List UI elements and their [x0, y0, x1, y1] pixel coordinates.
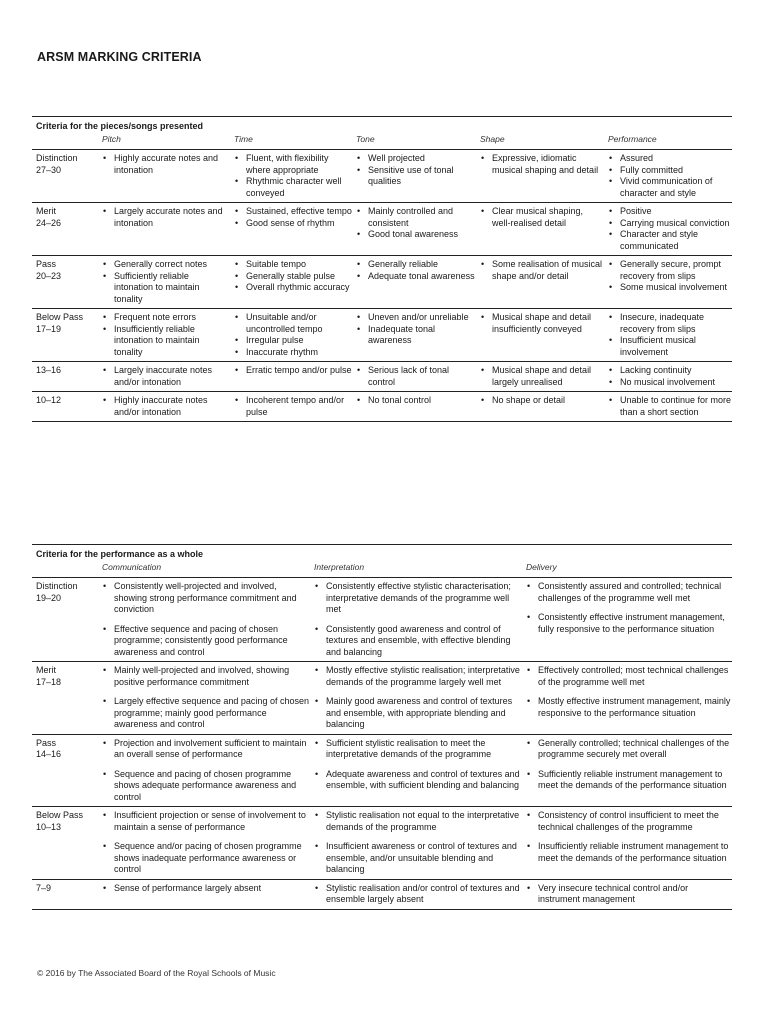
criteria-list — [480, 206, 604, 229]
page-title: ARSM MARKING CRITERIA — [37, 50, 202, 64]
criteria-list — [314, 810, 522, 876]
criteria-item: • Adequate tonal awareness — [356, 271, 476, 283]
criteria-cell — [476, 203, 604, 256]
column-header-communication: Communication — [98, 561, 310, 578]
grade-label: Below Pass — [36, 810, 84, 820]
criteria-cell — [476, 392, 604, 422]
criteria-item: • No shape or detail — [480, 395, 604, 407]
criteria-item: • Some musical involvement — [608, 282, 732, 294]
criteria-item: • Generally secure, prompt recovery from slips — [608, 259, 732, 282]
criteria-list — [102, 738, 310, 804]
table-row — [32, 150, 732, 203]
criteria-item: • Mostly effective stylistic realisation; interpretative demands of the programme largely well met — [314, 665, 522, 688]
criteria-item: • Insufficiently reliable instrument management to meet the demands of the performance situation — [526, 841, 732, 864]
criteria-item: • Highly accurate notes and intonation — [102, 153, 230, 176]
criteria-item: • Sufficiently reliable intonation to maintain tonality — [102, 271, 230, 306]
mark-range: 19–20 — [36, 592, 62, 603]
column-header-row — [32, 561, 732, 578]
criteria-item: • Largely accurate notes and intonation — [102, 206, 230, 229]
criteria-list — [234, 153, 352, 199]
mark-range: 7–9 — [36, 882, 52, 893]
criteria-list — [234, 259, 352, 294]
criteria-list — [526, 883, 732, 906]
criteria-item: • Character and style communicated — [608, 229, 732, 252]
criteria-list — [526, 738, 732, 792]
criteria-cell — [476, 150, 604, 203]
criteria-item: • Musical shape and detail largely unrealised — [480, 365, 604, 388]
criteria-item: • Mainly good awareness and control of textures and ensemble, with appropriate blending and balancing — [314, 696, 522, 731]
header-empty — [32, 561, 98, 578]
criteria-cell — [98, 150, 230, 203]
criteria-cell — [230, 362, 352, 392]
criteria-list — [102, 810, 310, 876]
criteria-cell — [310, 662, 522, 735]
criteria-list — [102, 153, 230, 176]
criteria-item: • Consistently assured and controlled; technical challenges of the programme well met — [526, 581, 732, 604]
criteria-list — [234, 395, 352, 418]
criteria-item: • Consistency of control insufficient to meet the technical challenges of the programme — [526, 810, 732, 833]
column-header-tone: Tone — [352, 133, 476, 150]
column-header-pitch: Pitch — [98, 133, 230, 150]
grade-cell — [32, 662, 98, 735]
criteria-item: • Fluent, with flexibility where appropriate — [234, 153, 352, 176]
criteria-list — [608, 259, 732, 294]
criteria-item: • Insufficiently reliable intonation to maintain tonality — [102, 324, 230, 359]
criteria-item: • Mainly well-projected and involved, showing positive performance commitment — [102, 665, 310, 688]
column-header-delivery: Delivery — [522, 561, 732, 578]
criteria-item: • Mainly controlled and consistent — [356, 206, 476, 229]
grade-cell — [32, 309, 98, 362]
mark-range: 17–18 — [36, 676, 62, 687]
criteria-list — [314, 665, 522, 731]
criteria-item: • Sequence and pacing of chosen programme shows adequate performance awareness and control — [102, 769, 310, 804]
criteria-item: • Vivid communication of character and style — [608, 176, 732, 199]
criteria-cell — [352, 256, 476, 309]
column-header-row — [32, 133, 732, 150]
criteria-item: • Erratic tempo and/or pulse — [234, 365, 352, 377]
criteria-cell — [352, 150, 476, 203]
criteria-item: • Mostly effective instrument management, mainly responsive to the performance situation — [526, 696, 732, 719]
criteria-item: • Effectively controlled; most technical challenges of the programme well met — [526, 665, 732, 688]
table-row — [32, 362, 732, 392]
criteria-list — [356, 153, 476, 188]
grade-label: Pass — [36, 259, 57, 269]
criteria-list — [608, 365, 732, 388]
criteria-item: • Stylistic realisation and/or control of textures and ensemble largely absent — [314, 883, 522, 906]
grade-label: Below Pass — [36, 312, 84, 322]
criteria-cell — [310, 879, 522, 909]
criteria-item: • Insufficient awareness or control of textures and ensemble, and/or unsuitable blending and balancing — [314, 841, 522, 876]
column-header-shape: Shape — [476, 133, 604, 150]
table-caption-row — [32, 117, 732, 133]
criteria-cell — [98, 362, 230, 392]
table-row — [32, 879, 732, 909]
criteria-cell — [352, 392, 476, 422]
table-caption-row — [32, 545, 732, 561]
criteria-item: • Generally controlled; technical challenges of the programme securely met overall — [526, 738, 732, 761]
criteria-list — [102, 206, 230, 229]
criteria-list — [480, 312, 604, 335]
table-row — [32, 807, 732, 880]
criteria-cell — [352, 362, 476, 392]
copyright-footer: © 2016 by The Associated Board of the Royal Schools of Music — [37, 968, 276, 978]
criteria-item: • Largely effective sequence and pacing of chosen programme; mainly good performance awareness and control — [102, 696, 310, 731]
criteria-item: • Good sense of rhythm — [234, 218, 352, 230]
mark-range: 14–16 — [36, 749, 62, 759]
criteria-cell — [98, 734, 310, 807]
grade-label: Merit — [36, 206, 56, 216]
criteria-cell — [98, 879, 310, 909]
criteria-item: • Sufficient stylistic realisation to meet the interpretative demands of the programme — [314, 738, 522, 761]
criteria-item: • Carrying musical conviction — [608, 218, 732, 230]
grade-cell — [32, 150, 98, 203]
criteria-cell — [522, 662, 732, 735]
criteria-list — [102, 581, 310, 658]
criteria-cell — [352, 309, 476, 362]
criteria-item: • Sense of performance largely absent — [102, 883, 310, 895]
mark-range: 20–23 — [36, 270, 62, 281]
criteria-list — [314, 581, 522, 658]
grade-label: Distinction — [36, 581, 78, 591]
table-row — [32, 578, 732, 662]
criteria-cell — [604, 362, 732, 392]
column-header-time: Time — [230, 133, 352, 150]
criteria-cell — [476, 256, 604, 309]
criteria-cell — [98, 203, 230, 256]
criteria-list — [102, 665, 310, 731]
grade-cell — [32, 392, 98, 422]
criteria-list — [356, 259, 476, 282]
criteria-cell — [310, 807, 522, 880]
criteria-cell — [604, 150, 732, 203]
criteria-item: • Musical shape and detail insufficiently conveyed — [480, 312, 604, 335]
criteria-list — [234, 206, 352, 229]
criteria-cell — [604, 256, 732, 309]
criteria-item: • Irregular pulse — [234, 335, 352, 347]
criteria-cell — [352, 203, 476, 256]
criteria-item: • Largely inaccurate notes and/or intonation — [102, 365, 230, 388]
criteria-item: • Assured — [608, 153, 732, 165]
criteria-item: • Serious lack of tonal control — [356, 365, 476, 388]
mark-range: 24–26 — [36, 217, 62, 228]
criteria-item: • Overall rhythmic accuracy — [234, 282, 352, 294]
criteria-item: • Consistently effective stylistic characterisation; interpretative demands of the programme well met — [314, 581, 522, 616]
criteria-list — [480, 259, 604, 282]
pieces-criteria-table — [32, 116, 732, 422]
criteria-list — [102, 395, 230, 418]
criteria-item: • No musical involvement — [608, 377, 732, 389]
criteria-item: • Sufficiently reliable instrument management to meet the demands of the performance situation — [526, 769, 732, 792]
criteria-cell — [476, 362, 604, 392]
criteria-list — [480, 395, 604, 407]
table-row — [32, 392, 732, 422]
grade-label: Pass — [36, 737, 57, 748]
criteria-item: • Positive — [608, 206, 732, 218]
grade-cell — [32, 807, 98, 880]
criteria-list — [526, 810, 732, 864]
criteria-item: • Inaccurate rhythm — [234, 347, 352, 359]
criteria-cell — [310, 578, 522, 662]
criteria-item: • Lacking continuity — [608, 365, 732, 377]
header-empty — [32, 133, 98, 150]
criteria-item: • Inadequate tonal awareness — [356, 324, 476, 347]
criteria-item: • No tonal control — [356, 395, 476, 407]
criteria-list — [608, 312, 732, 358]
column-header-interpretation: Interpretation — [310, 561, 522, 578]
criteria-cell — [522, 578, 732, 662]
criteria-cell — [230, 392, 352, 422]
criteria-item: • Generally reliable — [356, 259, 476, 271]
criteria-item: • Adequate awareness and control of textures and ensemble, with sufficient blending and balancing — [314, 769, 522, 792]
criteria-item: • Stylistic realisation not equal to the interpretative demands of the programme — [314, 810, 522, 833]
criteria-item: • Insufficient musical involvement — [608, 335, 732, 358]
grade-label: Merit — [36, 665, 56, 675]
criteria-item: • Projection and involvement sufficient to maintain an overall sense of performance — [102, 738, 310, 761]
grade-cell — [32, 879, 98, 909]
column-header-performance: Performance — [604, 133, 732, 150]
criteria-item: • Rhythmic character well conveyed — [234, 176, 352, 199]
criteria-cell — [310, 734, 522, 807]
table-row — [32, 734, 732, 807]
table-row — [32, 203, 732, 256]
criteria-list — [234, 365, 352, 377]
criteria-item: • Sensitive use of tonal qualities — [356, 165, 476, 188]
criteria-cell — [604, 203, 732, 256]
table-row — [32, 662, 732, 735]
criteria-item: • Fully committed — [608, 165, 732, 177]
criteria-list — [356, 206, 476, 241]
criteria-list — [102, 883, 310, 895]
criteria-list — [608, 395, 732, 418]
criteria-item: • Generally correct notes — [102, 259, 230, 271]
criteria-item: • Clear musical shaping, well-realised detail — [480, 206, 604, 229]
criteria-cell — [98, 309, 230, 362]
criteria-item: • Sustained, effective tempo — [234, 206, 352, 218]
criteria-cell — [98, 578, 310, 662]
criteria-item: • Consistently well-projected and involved, showing strong performance commitment and conviction — [102, 581, 310, 616]
criteria-item: • Generally stable pulse — [234, 271, 352, 283]
criteria-item: • Uneven and/or unreliable — [356, 312, 476, 324]
criteria-list — [608, 153, 732, 199]
grade-cell — [32, 734, 98, 807]
criteria-item: • Consistently good awareness and control of textures and ensemble, with effective blending and balancing — [314, 624, 522, 659]
mark-range: 27–30 — [36, 164, 62, 175]
criteria-list — [480, 365, 604, 388]
criteria-cell — [604, 309, 732, 362]
grade-cell — [32, 203, 98, 256]
criteria-item: • Well projected — [356, 153, 476, 165]
criteria-cell — [522, 734, 732, 807]
grade-label: Distinction — [36, 153, 78, 163]
mark-range: 17–19 — [36, 323, 62, 334]
criteria-item: • Sequence and/or pacing of chosen programme shows inadequate performance awareness or control — [102, 841, 310, 876]
criteria-list — [356, 312, 476, 347]
criteria-cell — [98, 807, 310, 880]
mark-range: 13–16 — [36, 365, 62, 375]
criteria-list — [356, 395, 476, 407]
criteria-item: • Incoherent tempo and/or pulse — [234, 395, 352, 418]
criteria-list — [102, 312, 230, 358]
criteria-item: • Good tonal awareness — [356, 229, 476, 241]
criteria-item: • Effective sequence and pacing of chosen programme; consistently good performance awareness and control — [102, 624, 310, 659]
criteria-cell — [230, 203, 352, 256]
criteria-list — [356, 365, 476, 388]
criteria-cell — [98, 662, 310, 735]
criteria-list — [314, 883, 522, 906]
criteria-cell — [230, 150, 352, 203]
criteria-item: • Unable to continue for more than a short section — [608, 395, 732, 418]
table-caption: Criteria for the pieces/songs presented — [32, 117, 732, 133]
criteria-list — [234, 312, 352, 358]
criteria-item: • Some realisation of musical shape and/or detail — [480, 259, 604, 282]
criteria-list — [608, 206, 732, 252]
performance-criteria-table — [32, 544, 732, 910]
criteria-item: • Very insecure technical control and/or instrument management — [526, 883, 732, 906]
criteria-cell — [230, 309, 352, 362]
criteria-list — [526, 665, 732, 719]
criteria-cell — [230, 256, 352, 309]
table-row — [32, 256, 732, 309]
criteria-item: • Highly inaccurate notes and/or intonation — [102, 395, 230, 418]
mark-range: 10–13 — [36, 821, 62, 832]
criteria-item: • Insecure, inadequate recovery from slips — [608, 312, 732, 335]
criteria-list — [314, 738, 522, 792]
criteria-cell — [476, 309, 604, 362]
grade-cell — [32, 256, 98, 309]
criteria-list — [102, 365, 230, 388]
criteria-cell — [522, 879, 732, 909]
grade-cell — [32, 578, 98, 662]
criteria-item: • Expressive, idiomatic musical shaping and detail — [480, 153, 604, 176]
table-caption: Criteria for the performance as a whole — [32, 545, 732, 561]
grade-cell — [32, 362, 98, 392]
criteria-cell — [98, 256, 230, 309]
criteria-item: • Suitable tempo — [234, 259, 352, 271]
criteria-item: • Unsuitable and/or uncontrolled tempo — [234, 312, 352, 335]
criteria-list — [480, 153, 604, 176]
criteria-list — [526, 581, 732, 635]
table-row — [32, 309, 732, 362]
criteria-item: • Frequent note errors — [102, 312, 230, 324]
mark-range: 10–12 — [36, 395, 62, 405]
criteria-cell — [98, 392, 230, 422]
criteria-item: • Consistently effective instrument management, fully responsive to the performance situation — [526, 612, 732, 635]
criteria-cell — [604, 392, 732, 422]
criteria-item: • Insufficient projection or sense of involvement to maintain a sense of performance — [102, 810, 310, 833]
criteria-cell — [522, 807, 732, 880]
criteria-list — [102, 259, 230, 305]
